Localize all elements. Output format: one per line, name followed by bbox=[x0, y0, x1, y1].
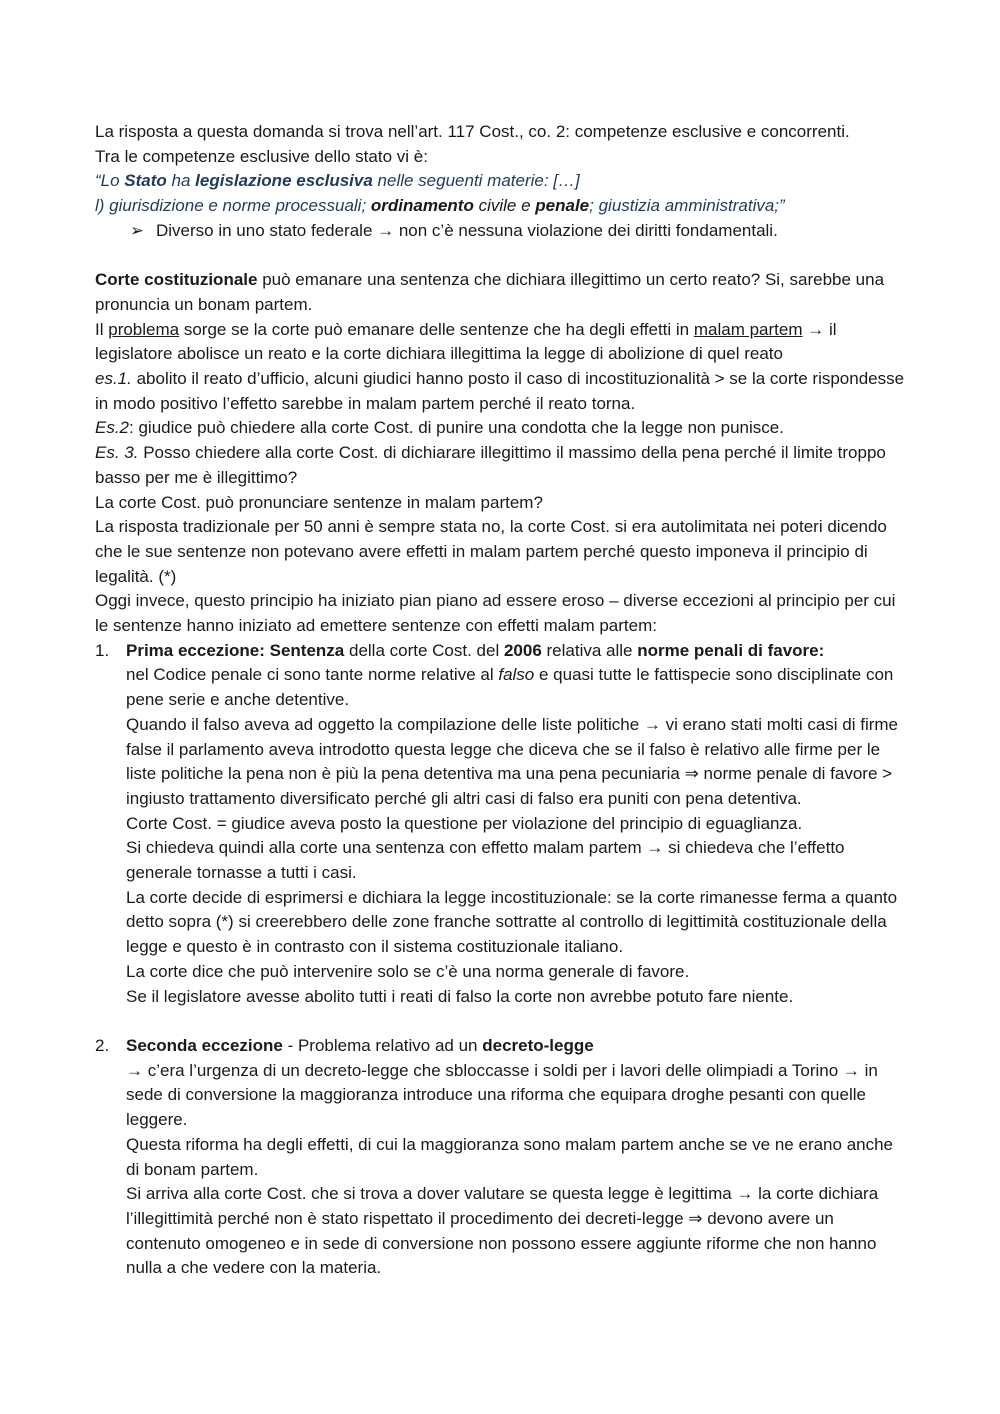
example-3 bbox=[95, 441, 905, 490]
paragraph-text: nel Codice penale ci sono tante norme relative al bbox=[126, 665, 499, 685]
question-malam-partem: La corte Cost. può pronunciare sentenze in malam partem? bbox=[95, 492, 543, 512]
paragraph-text: - Problema relativo ad un bbox=[282, 1035, 483, 1055]
example-2 bbox=[95, 416, 905, 441]
paragraph-text: → il legislatore abolisce un reato e la corte dichiara illegittima la legge di abolizione di quel reato bbox=[95, 319, 837, 364]
bold-term: norme penali di favore: bbox=[637, 640, 825, 660]
quote-text: “Lo bbox=[95, 171, 125, 191]
list-item-paragraph: Si arriva alla corte Cost. che si trova a dover valutare se questa legge è legittima → la corte dichiara l’illegittimità perché non è stato rispettato il procedimento dei decreti-legge ⇒ devono avere un contenuto omogeneo e in sede di conversione non possono essere aggiunte riforme che non hanno nulla a che vedere con la materia. bbox=[126, 1184, 879, 1278]
example-1 bbox=[95, 367, 905, 416]
intro-line-2: Tra le competenze esclusive dello stato vi è: bbox=[95, 146, 428, 166]
quote-bold: legislazione esclusiva bbox=[195, 171, 373, 191]
bold-term: 2006 bbox=[503, 640, 542, 660]
underlined-term: problema bbox=[108, 319, 180, 339]
intro-line-1: La risposta a questa domanda si trova nell’art. 117 Cost., co. 2: competenze esclusive e concorrenti. bbox=[95, 122, 850, 141]
example-label: Es. 3. bbox=[95, 443, 139, 463]
example-label: es.1. bbox=[95, 369, 132, 389]
quote-text: ha bbox=[166, 171, 196, 191]
list-item-2 bbox=[95, 1034, 905, 1281]
bullet-text: Diverso in uno stato federale → non c’è nessuna violazione dei diritti fondamentali. bbox=[156, 220, 778, 240]
paragraph-text: sorge se la corte può emanare delle sentenze che ha degli effetti in bbox=[179, 319, 694, 339]
list-number: 2. bbox=[95, 1035, 110, 1055]
paragraph-text: Il bbox=[95, 319, 109, 339]
list-item-paragraph: Corte Cost. = giudice aveva posto la questione per violazione del principio di eguaglianza. bbox=[126, 813, 803, 833]
spacer bbox=[95, 1009, 905, 1034]
quote-text: l) giurisdizione e norme processuali; bbox=[95, 196, 371, 216]
spacer bbox=[95, 244, 905, 269]
list-item-paragraph: Se il legislatore avesse abolito tutti i reati di falso la corte non avrebbe potuto fare niente. bbox=[126, 986, 794, 1006]
bold-term: Prima eccezione: Sentenza bbox=[126, 640, 345, 660]
list-item-paragraph: Questa riforma ha degli effetti, di cui la maggioranza sono malam partem anche se ve ne erano anche di bonam partem. bbox=[126, 1134, 894, 1179]
list-item-heading bbox=[95, 1034, 905, 1059]
paragraph-text: della corte Cost. del bbox=[344, 640, 504, 660]
list-item-paragraph: Quando il falso aveva ad oggetto la compilazione delle liste politiche → vi erano stati molti casi di firme false il parlamento aveva introdotto questa legge che diceva che se il falso è relativo alle firme per le liste politiche la pena non è più la pena detentiva ma una pena pecuniaria ⇒ norme penale di favore > ingiusto trattamento diversificato perché gli altri casi di falso era puniti con pena detentiva. bbox=[126, 714, 899, 808]
bold-term: decreto-legge bbox=[482, 1035, 594, 1055]
list-item-heading bbox=[95, 639, 905, 664]
corte-paragraph-2 bbox=[95, 318, 905, 367]
quote-bold: penale bbox=[535, 196, 590, 216]
example-label: Es.2 bbox=[95, 418, 130, 438]
italic-term: falso bbox=[498, 665, 535, 685]
arrow-bullet-icon: ➢ bbox=[130, 220, 145, 240]
traditional-answer: La risposta tradizionale per 50 anni è sempre stata no, la corte Cost. si era autolimitata nei poteri dicendo che le sue sentenze non potevano avere effetti in malam partem perché questo imponeva il principio di legalità. (*) bbox=[95, 517, 887, 586]
paragraph-text: e quasi tutte le fattispecie sono disciplinate con pene serie e anche detentive. bbox=[126, 665, 894, 710]
constitution-quote-1 bbox=[95, 169, 905, 194]
list-item-paragraph bbox=[126, 663, 905, 712]
list-item-paragraph: La corte decide di esprimersi e dichiara la legge incostituzionale: se la corte rimanesse ferma a quanto detto sopra (*) si creerebbero delle zone franche sottratte al controllo di legittimità costituzionale della legge e questo è in contrasto con il sistema costituzionale italiano. bbox=[126, 887, 898, 957]
underlined-term: malam partem bbox=[693, 319, 803, 339]
today-paragraph: Oggi invece, questo principio ha iniziato pian piano ad essere eroso – diverse eccezioni al principio per cui le sentenze hanno iniziato ad emettere sentenze con effetti malam partem: bbox=[95, 591, 896, 636]
quote-bold: ordinamento bbox=[370, 196, 474, 216]
paragraph-text: relativa alle bbox=[541, 640, 638, 660]
list-item-paragraph: → c’era l’urgenza di un decreto-legge che sbloccasse i soldi per i lavori delle olimpiadi a Torino → in sede di conversione la maggioranza introduce una riforma che equipara droghe pesanti con quelle leggere. bbox=[126, 1060, 878, 1130]
quote-text: nelle seguenti materie: […] bbox=[372, 171, 580, 191]
list-item-paragraph: Si chiedeva quindi alla corte una sentenza con effetto malam partem → si chiedeva che l’effetto generale tornasse a tutti i casi. bbox=[126, 838, 845, 883]
bullet-item bbox=[95, 219, 905, 244]
paragraph-text: può emanare una sentenza che dichiara illegittimo un certo reato? Si, sarebbe una pronuncia un bonam partem. bbox=[95, 270, 885, 314]
paragraph-text: : giudice può chiedere alla corte Cost. di punire una condotta che la legge non punisce. bbox=[129, 418, 784, 438]
paragraph-text: abolito il reato d’ufficio, alcuni giudici hanno posto il caso di incostituzionalità > se la corte rispondesse in modo positivo l’effetto sarebbe in malam partem perché il reato torna. bbox=[95, 369, 905, 413]
list-number: 1. bbox=[95, 640, 110, 660]
bold-term: Corte costituzionale bbox=[95, 270, 258, 290]
paragraph-text: Posso chiedere alla corte Cost. di dichiarare illegittimo il massimo della pena perché il limite troppo basso per me è illegittimo? bbox=[95, 443, 886, 487]
bold-term: Seconda eccezione bbox=[126, 1035, 283, 1055]
list-item-paragraph: La corte dice che può intervenire solo se c’è una norma generale di favore. bbox=[126, 961, 690, 981]
quote-text: civile e bbox=[473, 196, 536, 216]
list-item-1 bbox=[95, 639, 905, 1010]
quote-bold: Stato bbox=[124, 171, 167, 191]
constitution-quote-2 bbox=[95, 194, 905, 219]
corte-paragraph-1 bbox=[95, 268, 905, 317]
quote-text: ; giustizia amministrativa;” bbox=[589, 196, 785, 216]
